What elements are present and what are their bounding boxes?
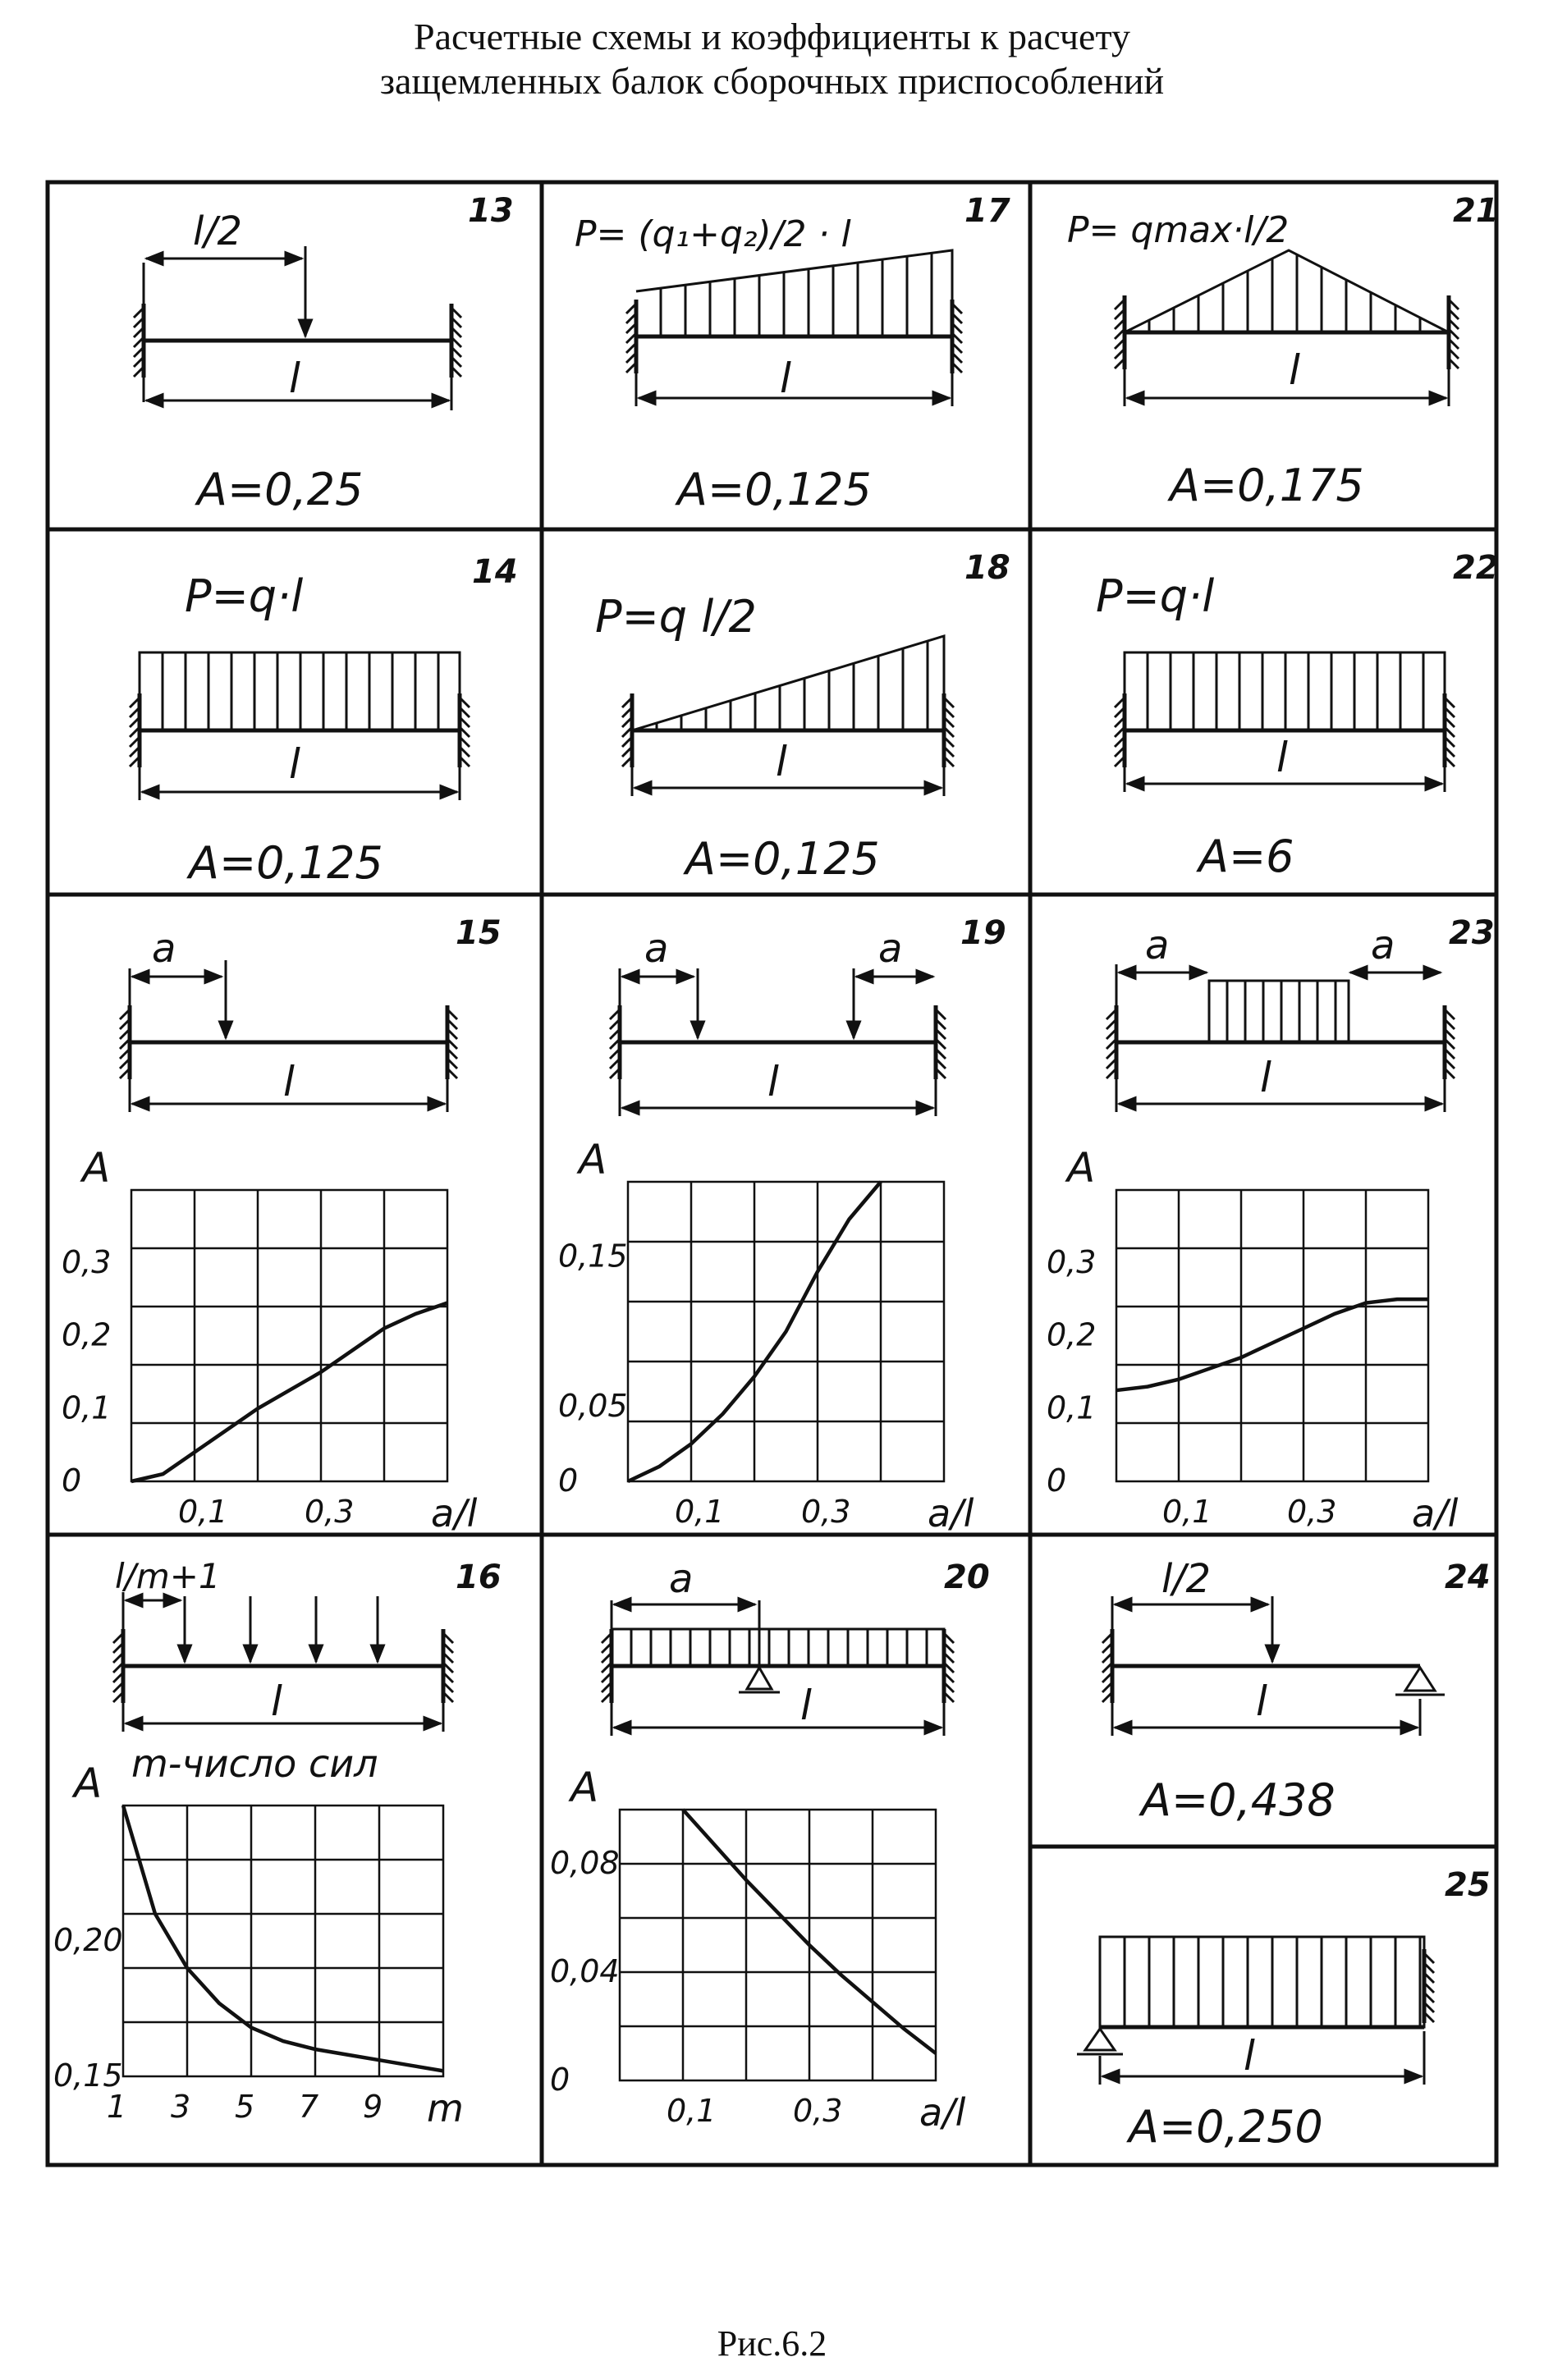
chart-23 (1047, 1144, 1459, 1536)
fixed-wall-icon (1445, 693, 1455, 767)
coefficient-result: A=0,125 (677, 464, 872, 515)
fixed-wall-icon (447, 1005, 457, 1079)
fixed-wall-icon (1424, 1949, 1434, 2023)
chart-series-line (123, 1806, 443, 2071)
dim-label-l: l (776, 738, 787, 785)
cell-20 (612, 1556, 990, 1736)
fixed-wall-icon (622, 693, 632, 767)
x-axis-label: m (427, 2086, 464, 2131)
dim-label-a2: a (1371, 922, 1395, 968)
x-tick-label: 0,1 (1162, 1494, 1212, 1530)
y-tick-label: 0,3 (62, 1243, 112, 1280)
force-count-note: m-число сил (131, 1742, 378, 1786)
load-formula: P=q·l (1096, 570, 1215, 622)
fixed-wall-icon (130, 693, 140, 767)
coefficient-result: A=0,125 (685, 833, 880, 885)
fixed-wall-icon (1115, 295, 1125, 369)
x-axis-label: a/l (1412, 1491, 1459, 1536)
y-tick-label: 0 (558, 1462, 579, 1499)
chart-19 (558, 1136, 974, 1536)
y-axis-label: A (82, 1144, 111, 1192)
pin-support-icon (1085, 2029, 1115, 2050)
dim-label-l: l (1244, 2032, 1255, 2080)
x-axis-label: a/l (431, 1491, 478, 1536)
dim-label-a: a (1145, 922, 1170, 968)
fixed-wall-icon (944, 1629, 954, 1703)
fixed-wall-icon (1106, 1005, 1116, 1079)
cell-number: 23 (1449, 914, 1495, 952)
x-tick-label: 1 (107, 2089, 127, 2125)
dim-label-a2: a (878, 926, 903, 972)
y-tick-label: 0,20 (53, 1922, 123, 1958)
fixed-wall-icon (1102, 1629, 1112, 1703)
fixed-wall-icon (134, 304, 144, 378)
dim-label-l: l (1289, 346, 1300, 394)
chart-15 (62, 1144, 478, 1536)
y-tick-label: 0,2 (1047, 1316, 1097, 1353)
fixed-wall-icon (602, 1629, 612, 1703)
dim-label-l: l (1256, 1677, 1267, 1725)
cell-number: 13 (468, 192, 514, 230)
fixed-wall-icon (1445, 1005, 1455, 1079)
cell-22 (1096, 549, 1499, 882)
dim-label-l: l (800, 1682, 812, 1729)
coefficient-result: A=0,25 (197, 464, 364, 515)
cell-18 (595, 549, 1010, 885)
cell-number: 22 (1453, 549, 1499, 587)
cell-number: 20 (944, 1558, 990, 1596)
cell-19 (620, 914, 1006, 1116)
y-tick-label: 0,08 (550, 1845, 620, 1881)
dim-label-l: l (1276, 734, 1288, 781)
cell-number: 14 (472, 553, 518, 591)
coefficient-result: A=0,125 (189, 837, 383, 889)
x-tick-label: 0,3 (801, 1494, 851, 1530)
x-tick-label: 5 (235, 2089, 255, 2125)
cell-number: 25 (1445, 1866, 1491, 1904)
y-tick-label: 0 (62, 1462, 82, 1499)
page-title-line-2: защемленных балок сборочных приспособлений (379, 60, 1165, 102)
dim-label-a: a (669, 1556, 694, 1602)
load-formula: P=q l/2 (595, 591, 757, 643)
dim-label-l: l (767, 1058, 779, 1105)
y-axis-label: A (570, 1764, 599, 1811)
dim-label-l: l (283, 1058, 295, 1105)
fixed-wall-icon (626, 300, 636, 373)
chart-plot-area (131, 1190, 447, 1481)
fixed-wall-icon (460, 693, 470, 767)
coefficient-result: A=6 (1198, 831, 1294, 882)
dim-label-top: l/2 (1161, 1556, 1212, 1602)
dim-label-l: l (1260, 1054, 1271, 1101)
y-tick-label: 0,3 (1047, 1243, 1097, 1280)
dim-label-l: l (271, 1677, 282, 1725)
cell-25 (1077, 1866, 1491, 2153)
chart-plot-area (1116, 1190, 1428, 1481)
dim-label-a: a (644, 926, 669, 972)
load-formula: P= qmax·l/2 (1067, 209, 1290, 251)
dim-label-l: l (289, 355, 300, 402)
dim-label-spacing: l/m+1 (115, 1556, 221, 1596)
dim-label-l: l (289, 740, 300, 788)
fixed-wall-icon (113, 1629, 123, 1703)
x-tick-label: 0,3 (305, 1494, 355, 1530)
y-tick-label: 0,1 (1047, 1389, 1097, 1426)
x-tick-label: 0,1 (675, 1494, 725, 1530)
fixed-wall-icon (451, 304, 461, 378)
x-tick-label: 0,1 (178, 1494, 228, 1530)
dim-label-a: a (152, 926, 176, 972)
fixed-wall-icon (952, 300, 962, 373)
page-title-line-1: Расчетные схемы и коэффициенты к расчету (414, 16, 1130, 57)
dim-label-top: l/2 (193, 208, 243, 254)
coefficient-result: A=0,175 (1170, 460, 1364, 511)
fixed-wall-icon (1449, 295, 1459, 369)
y-axis-label: A (1067, 1144, 1096, 1192)
coefficient-result: A=0,250 (1129, 2101, 1323, 2153)
y-axis-label: A (579, 1136, 607, 1183)
cell-number: 21 (1453, 192, 1499, 230)
cell-number: 18 (964, 549, 1010, 587)
fixed-wall-icon (936, 1005, 946, 1079)
cell-23 (1116, 914, 1495, 1112)
y-tick-label: 0,15 (558, 1238, 628, 1275)
y-tick-label: 0,1 (62, 1389, 112, 1426)
pin-support-icon (747, 1668, 772, 1689)
dim-label-l: l (780, 355, 791, 402)
load-formula: P= (q₁+q₂)/2 · l (575, 213, 851, 255)
chart-series-line (1116, 1299, 1428, 1390)
x-tick-label: 0,1 (667, 2093, 717, 2129)
x-tick-label: 3 (171, 2089, 191, 2125)
cell-24 (1112, 1556, 1491, 1826)
y-tick-label: 0 (550, 2062, 570, 2098)
chart-20 (550, 1764, 966, 2135)
y-tick-label: 0,05 (558, 1387, 628, 1424)
chart-plot-area (620, 1810, 936, 2080)
y-axis-label: A (74, 1760, 103, 1807)
cell-number: 16 (456, 1558, 502, 1596)
chart-series-line (131, 1303, 447, 1481)
cell-17 (575, 192, 1010, 515)
x-axis-label: a/l (919, 2090, 966, 2135)
y-tick-label: 0,04 (550, 1953, 620, 1989)
figure-caption: Рис.6.2 (717, 2323, 827, 2364)
load-formula: P=q·l (185, 570, 304, 622)
pin-support-icon (1405, 1668, 1435, 1691)
x-tick-label: 0,3 (793, 2093, 843, 2129)
cell-number: 19 (960, 914, 1006, 952)
fixed-wall-icon (1115, 693, 1125, 767)
x-tick-label: 0,3 (1287, 1494, 1337, 1530)
y-tick-label: 0,2 (62, 1316, 112, 1353)
fixed-wall-icon (120, 1005, 130, 1079)
cell-number: 15 (456, 914, 502, 952)
chart-16 (53, 1760, 464, 2131)
x-axis-label: a/l (928, 1491, 974, 1536)
coefficient-result: A=0,438 (1141, 1774, 1336, 1826)
fixed-wall-icon (443, 1629, 453, 1703)
cell-number: 24 (1445, 1558, 1491, 1596)
y-tick-label: 0,15 (53, 2057, 123, 2094)
fixed-wall-icon (944, 693, 954, 767)
x-tick-label: 7 (299, 2089, 319, 2125)
cell-21 (1067, 192, 1499, 511)
y-tick-label: 0 (1047, 1462, 1067, 1499)
fixed-wall-icon (610, 1005, 620, 1079)
x-tick-label: 9 (363, 2089, 383, 2125)
cell-number: 17 (964, 192, 1010, 230)
